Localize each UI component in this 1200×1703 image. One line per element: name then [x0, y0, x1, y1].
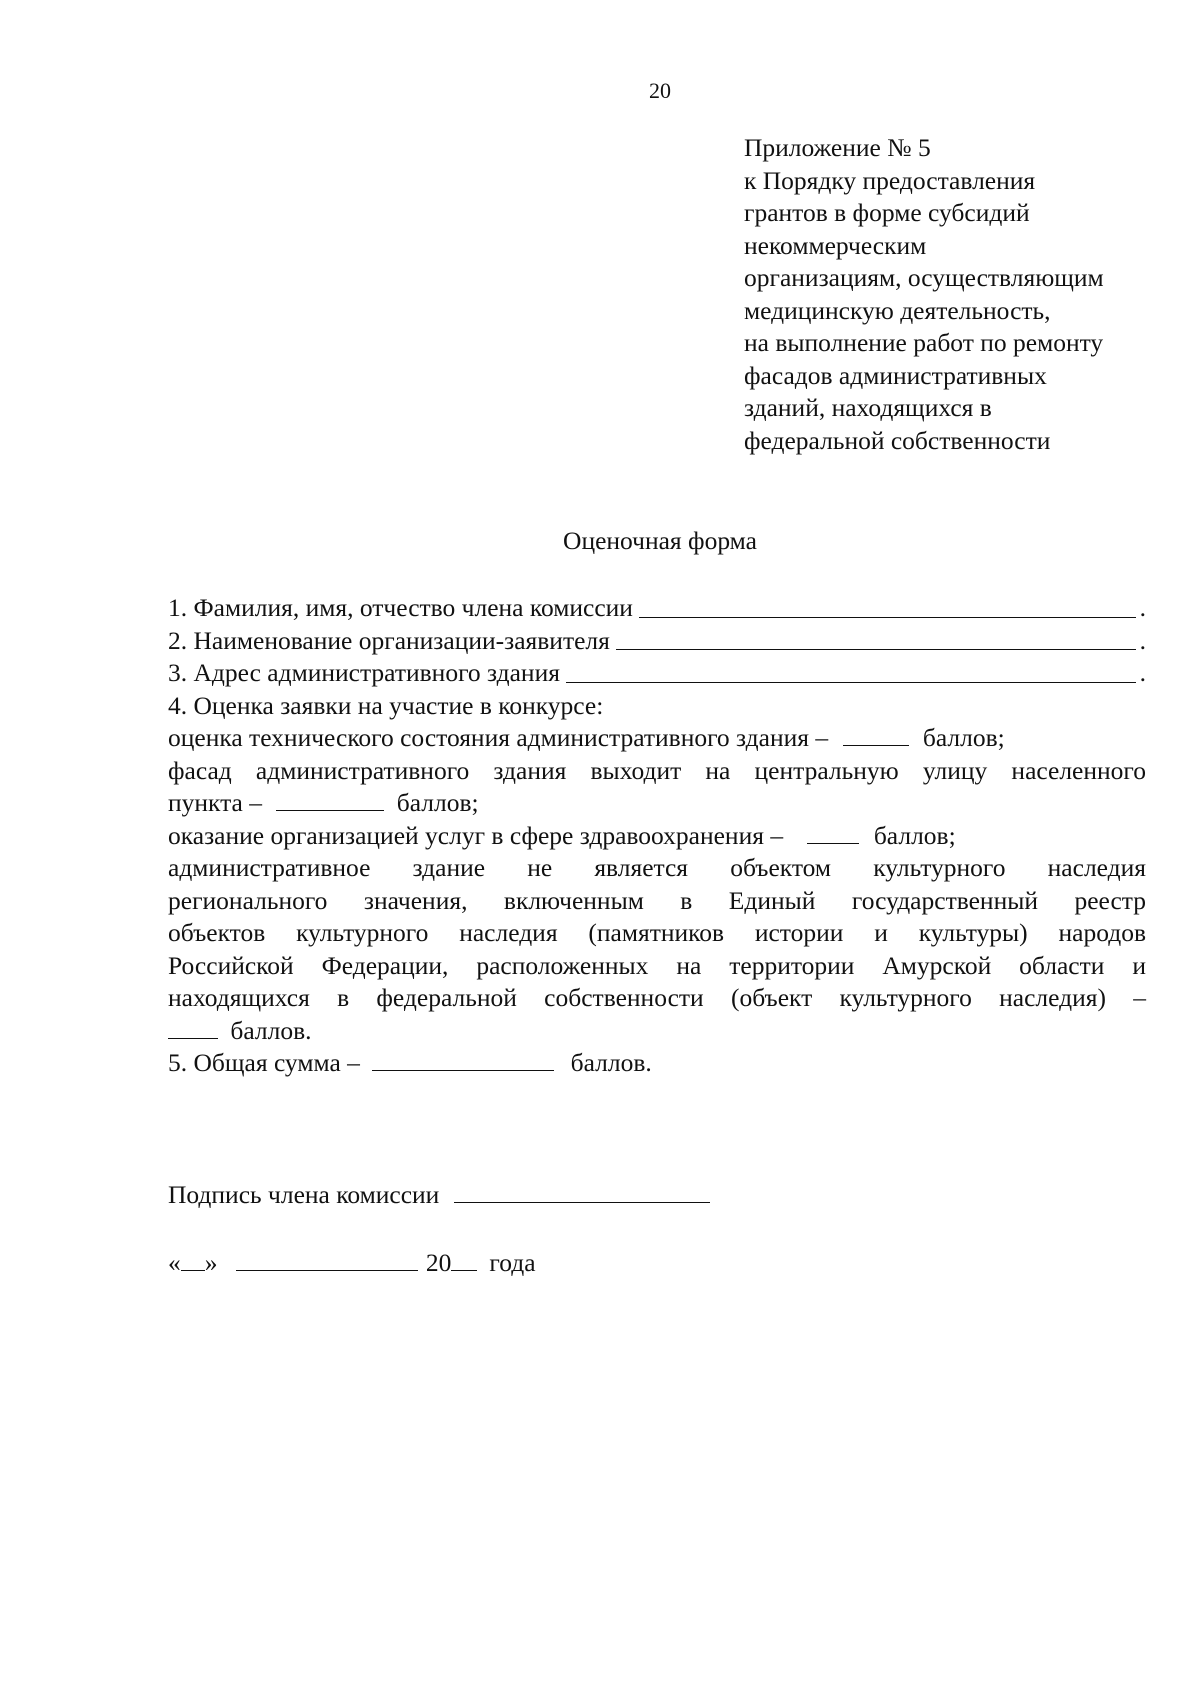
item-commission-member — [168, 592, 1146, 625]
criterion1-label: оценка технического состояния административного здания – — [168, 723, 829, 752]
criterion-cultural-heritage-score — [168, 1015, 1146, 1048]
criterion4-points: баллов. — [230, 1015, 312, 1045]
item-organization — [168, 625, 1146, 658]
signature-row — [168, 1180, 710, 1210]
criterion4-line: Российской Федерации, расположенных на территории Амурской области и — [168, 950, 1146, 980]
item2-period: . — [1139, 625, 1146, 655]
criterion2-prefix: пункта – — [168, 788, 262, 817]
appendix-line: федеральной собственности — [744, 425, 1051, 455]
criterion2-line1: фасад административного здания выходит на центральную улицу населенного — [168, 755, 1146, 785]
criterion2-points: баллов; — [396, 788, 479, 817]
appendix-header — [744, 132, 1164, 457]
criterion4-line: находящихся в федеральной собственности (объект культурного наследия) – — [168, 983, 1146, 1012]
form-body — [168, 592, 1146, 1080]
item4-label: 4. Оценка заявки на участие в конкурсе: — [168, 690, 604, 720]
criterion4-line: административное здание не является объектом культурного наследия — [168, 853, 1146, 882]
total-score-row — [168, 1047, 1146, 1080]
month-field[interactable] — [236, 1269, 418, 1271]
appendix-line: организациям, осуществляющим — [744, 263, 1104, 292]
appendix-line: грантов в форме субсидий — [744, 198, 1030, 227]
item-address — [168, 657, 1146, 690]
signature-label: Подпись члена комиссии — [168, 1180, 440, 1209]
organization-name-field[interactable] — [616, 648, 1136, 650]
total-points: баллов. — [570, 1048, 652, 1077]
date-open-quote: « — [168, 1248, 181, 1277]
appendix-line: медицинскую деятельность, — [744, 295, 1051, 325]
date-close-quote: » — [204, 1248, 218, 1277]
criterion-central-street — [168, 787, 1146, 820]
criterion3-points: баллов; — [873, 820, 956, 850]
year-word: года — [489, 1248, 536, 1277]
appendix-line: некоммерческим — [744, 230, 927, 260]
item1-label: 1. Фамилия, имя, отчество члена комиссии — [168, 593, 633, 622]
appendix-line: Приложение № 5 — [744, 133, 931, 162]
appendix-line: на выполнение работ по ремонту — [744, 328, 1104, 357]
criterion4-line: регионального значения, включенным в Единый государственный реестр — [168, 885, 1146, 915]
criterion-health-services — [168, 820, 1146, 853]
item2-label: 2. Наименование организации-заявителя — [168, 625, 610, 655]
total-score-field[interactable] — [372, 1069, 554, 1071]
item3-period: . — [1139, 658, 1146, 687]
building-address-field[interactable] — [566, 681, 1136, 683]
page-number: 20 — [649, 78, 671, 103]
year-field[interactable] — [451, 1269, 477, 1271]
item5-label: 5. Общая сумма – — [168, 1048, 360, 1077]
criterion3-score-field[interactable] — [807, 842, 859, 844]
date-row — [168, 1248, 536, 1278]
form-title: Оценочная форма — [563, 526, 757, 555]
year-prefix: 20 — [425, 1248, 452, 1277]
item1-period: . — [1139, 593, 1146, 622]
criterion2-score-field[interactable] — [276, 809, 384, 811]
appendix-line: к Порядку предоставления — [744, 165, 1036, 195]
item3-label: 3. Адрес административного здания — [168, 658, 560, 687]
criterion4-score-field[interactable] — [168, 1037, 218, 1039]
day-field[interactable] — [181, 1269, 205, 1271]
appendix-line: зданий, находящихся в — [744, 393, 992, 422]
criterion3-label: оказание организацией услуг в сфере здравоохранения – — [168, 820, 784, 850]
appendix-line: фасадов административных — [744, 360, 1047, 390]
criterion-technical-state — [168, 722, 1146, 755]
member-name-field[interactable] — [639, 616, 1136, 618]
criterion1-points: баллов; — [922, 723, 1005, 752]
criterion1-score-field[interactable] — [843, 744, 909, 746]
signature-field[interactable] — [454, 1201, 710, 1203]
criterion4-line: объектов культурного наследия (памятников истории и культуры) народов — [168, 918, 1146, 947]
